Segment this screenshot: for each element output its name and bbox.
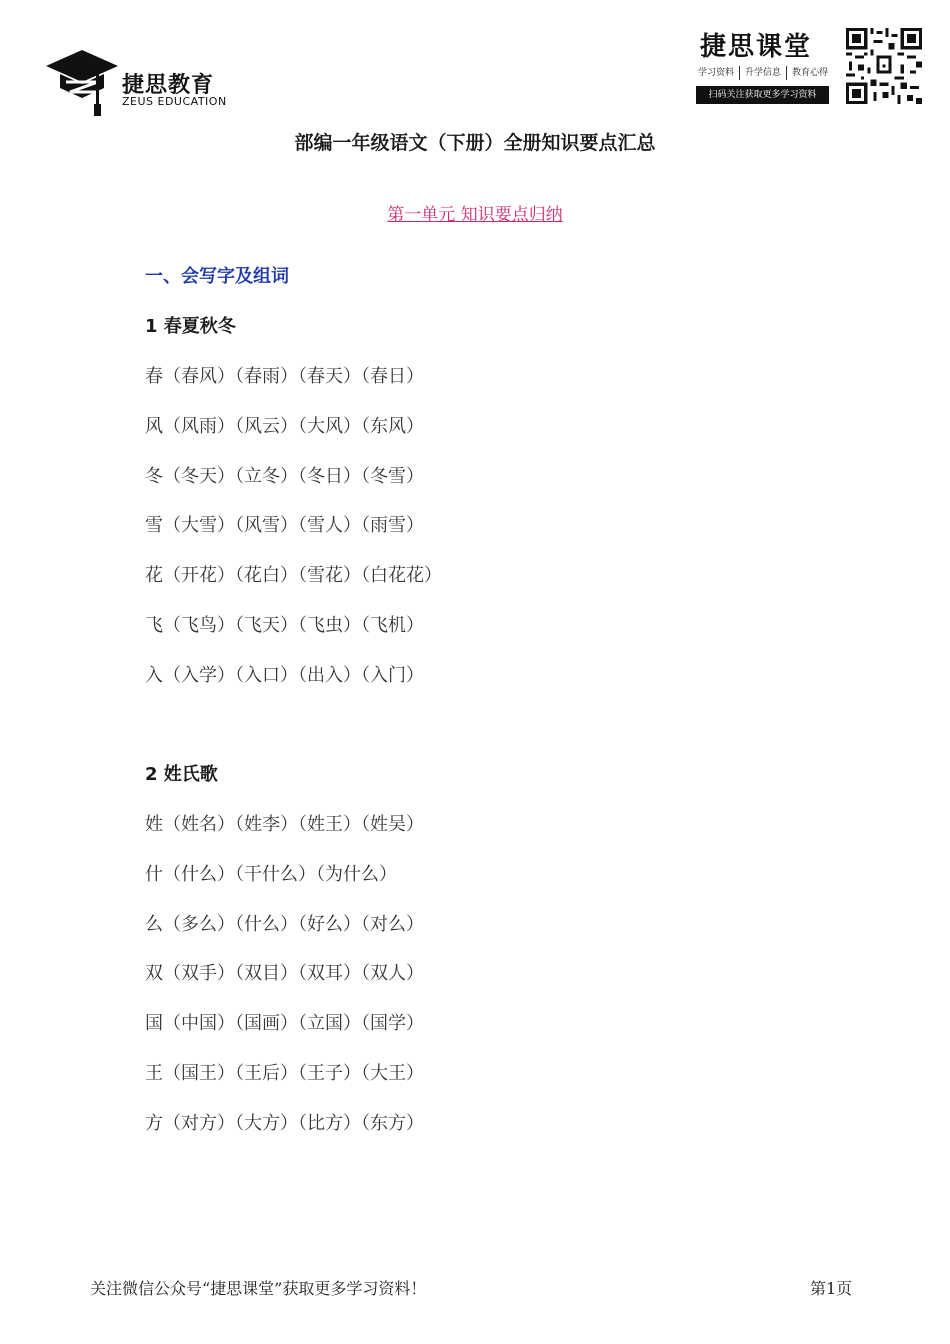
lesson-title: 2 姓氏歌 — [145, 764, 218, 785]
word-line: 什（什么）（干什么）（为什么） — [145, 864, 397, 885]
brand-tag: 学习资料 — [698, 68, 735, 78]
brand-tag: 教育心得 — [792, 68, 829, 78]
word-line: 方（对方）（大方）（比方）（东方） — [145, 1113, 424, 1134]
word-line: 冬（冬天）（立冬）（冬日）（冬雪） — [145, 466, 424, 487]
word-line: 国（中国）（国画）（立国）（国学） — [145, 1013, 424, 1034]
word-line: 雪（大雪）（风雪）（雪人）（雨雪） — [145, 515, 424, 536]
brand-tag: 升学信息 — [745, 68, 782, 78]
word-line: 王（国王）（王后）（王子）（大王） — [145, 1063, 424, 1084]
logo-subtitle: ZEUS EDUCATION — [122, 95, 227, 108]
document-title: 部编一年级语文（下册）全册知识要点汇总 — [294, 132, 656, 154]
word-line: 入（入学）（入口）（出入）（入门） — [145, 665, 424, 686]
word-line: 飞（飞鸟）（飞天）（飞虫）（飞机） — [145, 615, 424, 636]
word-line: 风（风雨）（风云）（大风）（东风） — [145, 416, 424, 437]
page-number: 第1页 — [810, 1279, 853, 1298]
logo-name: 捷思教育 — [122, 73, 215, 98]
word-line: 春（春风）（春雨）（春天）（春日） — [145, 366, 424, 387]
lesson-title: 1 春夏秋冬 — [145, 316, 236, 337]
unit-heading: 第一单元 知识要点归纳 — [387, 205, 563, 225]
footer-note: 关注微信公众号“捷思课堂”获取更多学习资料！ — [90, 1279, 427, 1298]
word-line: 双（双手）（双目）（双耳）（双人） — [145, 963, 424, 984]
qr-code-icon — [846, 28, 922, 104]
word-line: 么（多么）（什么）（好么）（对么） — [145, 914, 424, 935]
word-line: 花（开花）（花白）（雪花）（白花花） — [145, 565, 442, 586]
brand-tags — [698, 65, 828, 80]
brand-title: 捷思课堂 — [700, 32, 813, 62]
section-heading: 一、会写字及组词 — [145, 266, 289, 287]
word-line: 姓（姓名）（姓李）（姓王）（姓吴） — [145, 814, 424, 835]
brand-banner: 扫码关注获取更多学习资料 — [696, 86, 829, 104]
